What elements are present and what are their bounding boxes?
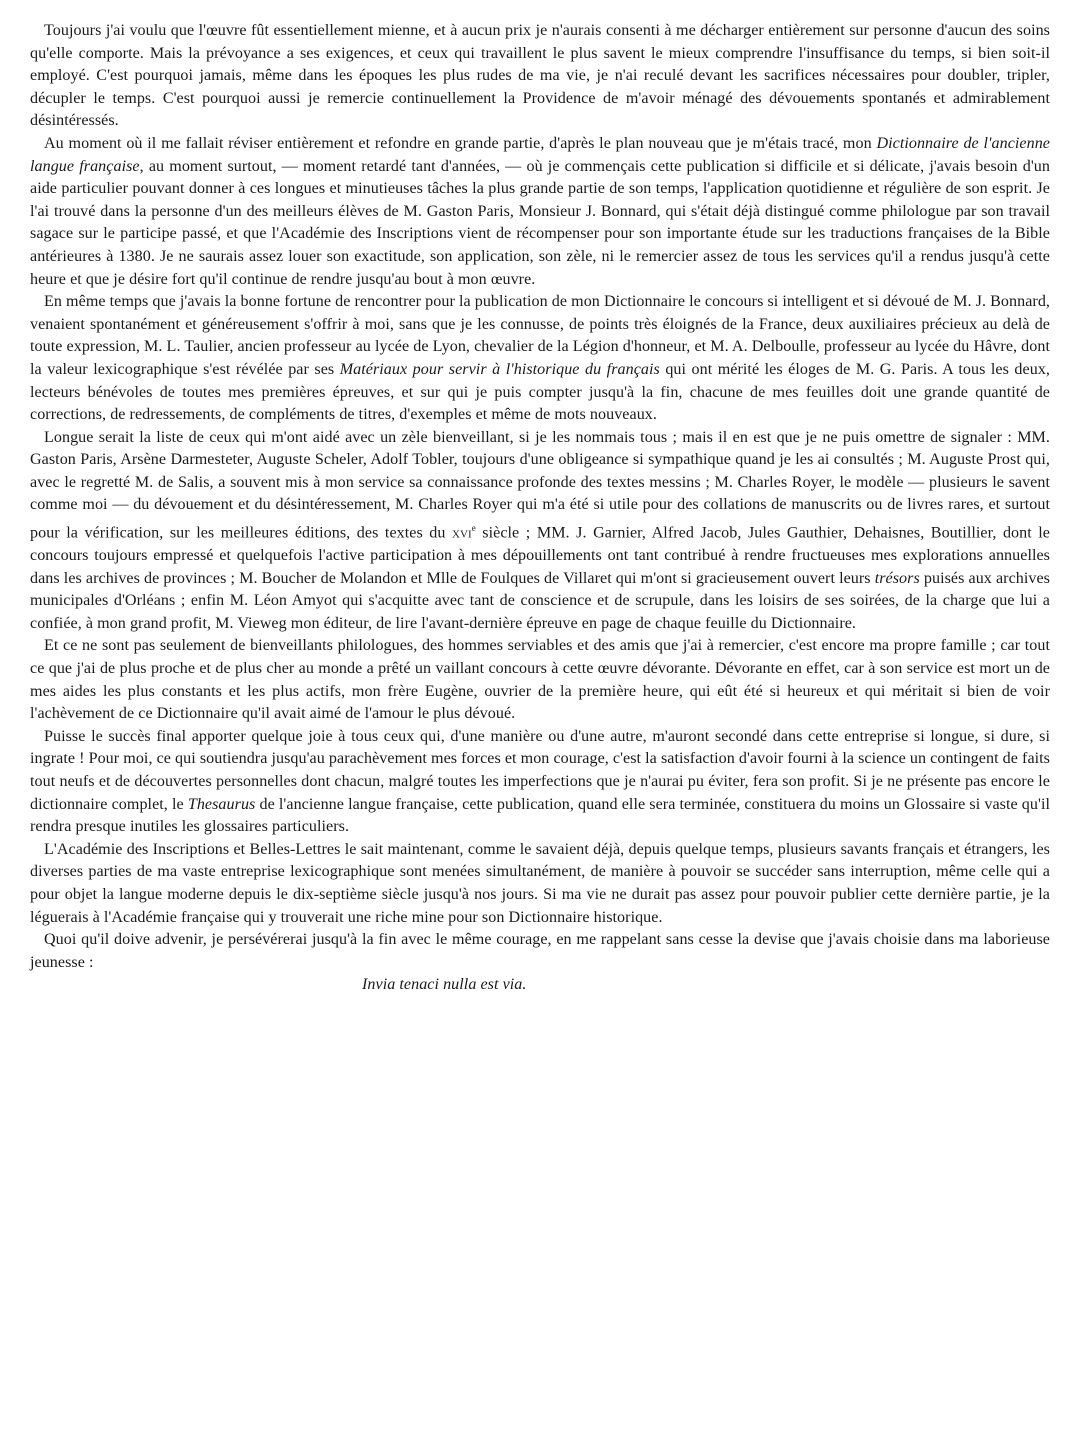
body-text bbox=[30, 20, 1050, 974]
paragraph bbox=[30, 635, 1050, 725]
text-segment: siècle ; MM. J. Garnier, Alfred Jacob, Jules Gauthier, Dehaisnes, Boutillier, dont le concours toujours empressé et quelquefois l'active participation à mes dépouillements ont tant contribué à rendre fructueuses mes explorations annuelles dans les archives de provinces ; M. Boucher de Molandon et Mlle de Foulques de Villaret qui m'ont si gracieusement ouvert leurs bbox=[30, 524, 1051, 587]
italic-text: Matériaux pour servir à l'historique du français bbox=[339, 360, 660, 378]
document-page bbox=[30, 20, 1050, 997]
text-segment: puisés aux archives municipales d'Orléans ; enfin M. Léon Amyot qui s'acquitte avec tant de conscience et de scrupule, dans les loisirs de ses soirées, de la charge que lui a confiée, à mon grand profit, M. Vieweg mon éditeur, de lire l'avant-dernière épreuve en page de chaque feuille du Dictionnaire. bbox=[30, 569, 1050, 632]
text-segment: Quoi qu'il doive advenir, je persévérerai jusqu'à la fin avec le même courage, en me rappelant sans cesse la devise que j'avais choisie dans ma laborieuse jeunesse : bbox=[30, 931, 1050, 971]
paragraph bbox=[30, 929, 1050, 974]
paragraph bbox=[30, 427, 1050, 636]
text-segment: Toujours j'ai voulu que l'œuvre fût essentiellement mienne, et à aucun prix je n'aurais consenti à me décharger entièrement sur personne d'aucun des soins qu'elle comporte. Mais la prévoyance a ses exigences, et ceux qui travaillent le plus savent le mieux comprendre l'insuffisance du temps, si bien soit-il employé. C'est pourquoi jamais, même dans les époques les plus rudes de ma vie, je n'ai reculé devant les sacrifices nécessaires pour doubler, tripler, décupler le temps. C'est pourquoi aussi je remercie continuellement la Providence de m'avoir ménagé des dévouements spontanés et admirablement désintéressés. bbox=[30, 22, 1050, 130]
text-segment: e bbox=[471, 523, 476, 534]
paragraph bbox=[30, 839, 1050, 929]
italic-text: Dictionnaire de l'ancienne langue française bbox=[30, 134, 1050, 175]
text-segment: Longue serait la liste de ceux qui m'ont aidé avec un zèle bienveillant, si je les nommais tous ; mais il en est que je ne puis omettre de signaler : MM. Gaston Paris, Arsène Darmesteter, Auguste Scheler, Adolf Tobler, toujours d'une obligeance si sympathique quand je les ai consultés ; M. Auguste Prost qui, avec le regretté M. de Salis, a souvent mis à mon service sa connaissance profonde des textes messins ; M. Charles Royer, le modèle — plusieurs le savent comme moi — du dévouement et du désintéressement, M. Charles Royer qui m'a été si utile pour des collations de manuscrits ou de livres rares, et surtout pour la vérification, sur les meilleures éditions, des textes du bbox=[30, 428, 1050, 542]
italic-text: trésors bbox=[874, 569, 920, 587]
text-segment: Et ce ne sont pas seulement de bienveillants philologues, des hommes serviables et des amis que j'ai à remercier, c'est encore ma propre famille ; car tout ce que j'ai de plus proche et de plus cher au monde a prêté un vaillant concours à cette œuvre dévorante. Dévorante en effet, car à son service est mort un de mes aides les plus constants et les plus actifs, mon frère Eugène, ouvrier de la première heure, qui eût été si heureux et qui méritait si bien de voir l'achèvement de ce Dictionnaire qu'il avait aimé de l'amour le plus dévoué. bbox=[30, 637, 1050, 723]
italic-text: Thesaurus bbox=[187, 795, 256, 813]
text-segment: , au moment surtout, — moment retardé tant d'années, — où je commençais cette publication si difficile et si délicate, j'avais besoin d'un aide particulier pouvant donner à ces longues et minutieuses tâches la plus grande partie de son temps, l'application quotidienne et régulière de son esprit. Je l'ai trouvé dans la personne d'un des meilleurs élèves de M. Gaston Paris, Monsieur J. Bonnard, qui s'était déjà distingué comme philologue par son travail sagace sur le participe passé, et que l'Académie des Inscriptions vient de récompenser pour son importante étude sur les traductions françaises de la Bible antérieures à 1380. Je ne saurais assez louer son exactitude, son application, son zèle, ni le remercier assez de tous les services qu'il a rendus jusqu'à cette heure et que je désire fort qu'il continue de rendre jusqu'au bout à mon œuvre. bbox=[30, 157, 1050, 288]
text-segment: de l'ancienne langue française, cette publication, quand elle sera terminée, constituera du moins un Glossaire si vaste qu'il rendra presque inutiles les glossaires particuliers. bbox=[30, 795, 1050, 836]
text-segment: Au moment où il me fallait réviser entièrement et refondre en grande partie, d'après le plan nouveau que je m'étais tracé, mon bbox=[44, 134, 877, 152]
paragraph bbox=[30, 726, 1050, 839]
text-segment: xvi bbox=[452, 524, 472, 542]
text-segment: qui ont mérité les éloges de M. G. Paris. A tous les deux, lecteurs bénévoles de toutes mes premières épreuves, et sur qui je puis compter jusqu'à la fin, chacune de mes feuilles doit une grande quantité de corrections, de redressements, de compléments de titres, d'exemples et même de mots nouveaux. bbox=[30, 360, 1050, 424]
text-segment: Puisse le succès final apporter quelque joie à tous ceux qui, d'une manière ou d'une autre, m'auront secondé dans cette entreprise si longue, si dure, si ingrate ! Pour moi, ce qui soutiendra jusqu'au parachèvement mes forces et mon courage, c'est la satisfaction d'avoir fourni à la science un contingent de faits tout neufs et de découvertes personnelles dont chacun, malgré toutes les imperfections que je n'aurai pu éviter, fera son profit. Si je ne présente pas encore le dictionnaire complet, le bbox=[30, 727, 1050, 813]
text-segment: L'Académie des Inscriptions et Belles-Lettres le sait maintenant, comme le savaient déjà, depuis quelque temps, plusieurs savants français et étrangers, les diverses parties de ma vaste entreprise lexicographique sont menées simultanément, de manière à pouvoir se succéder sans interruption, même celle qui a pour objet la langue moderne depuis le dix-septième siècle jusqu'à nos jours. Si ma vie ne durait pas assez pour pouvoir publier cette dernière partie, je la léguerais à l'Académie française qui y trouverait une riche mine pour son Dictionnaire historique. bbox=[30, 840, 1050, 926]
paragraph bbox=[30, 20, 1050, 133]
paragraph bbox=[30, 291, 1050, 427]
paragraph bbox=[30, 133, 1050, 291]
text-segment: En même temps que j'avais la bonne fortune de rencontrer pour la publication de mon Dictionnaire le concours si intelligent et si dévoué de M. J. Bonnard, venaient spontanément et généreusement s'offrir à moi, sans que je les connusse, de points très éloignés de la France, deux auxiliaires précieux au delà de toute expression, M. L. Taulier, ancien professeur au lycée de Lyon, chevalier de la Légion d'honneur, et M. A. Delboulle, professeur au lycée du Hâvre, dont la valeur lexicographique s'est révélée par ses bbox=[30, 293, 1050, 378]
motto: Invia tenaci nulla est via. bbox=[362, 976, 527, 994]
